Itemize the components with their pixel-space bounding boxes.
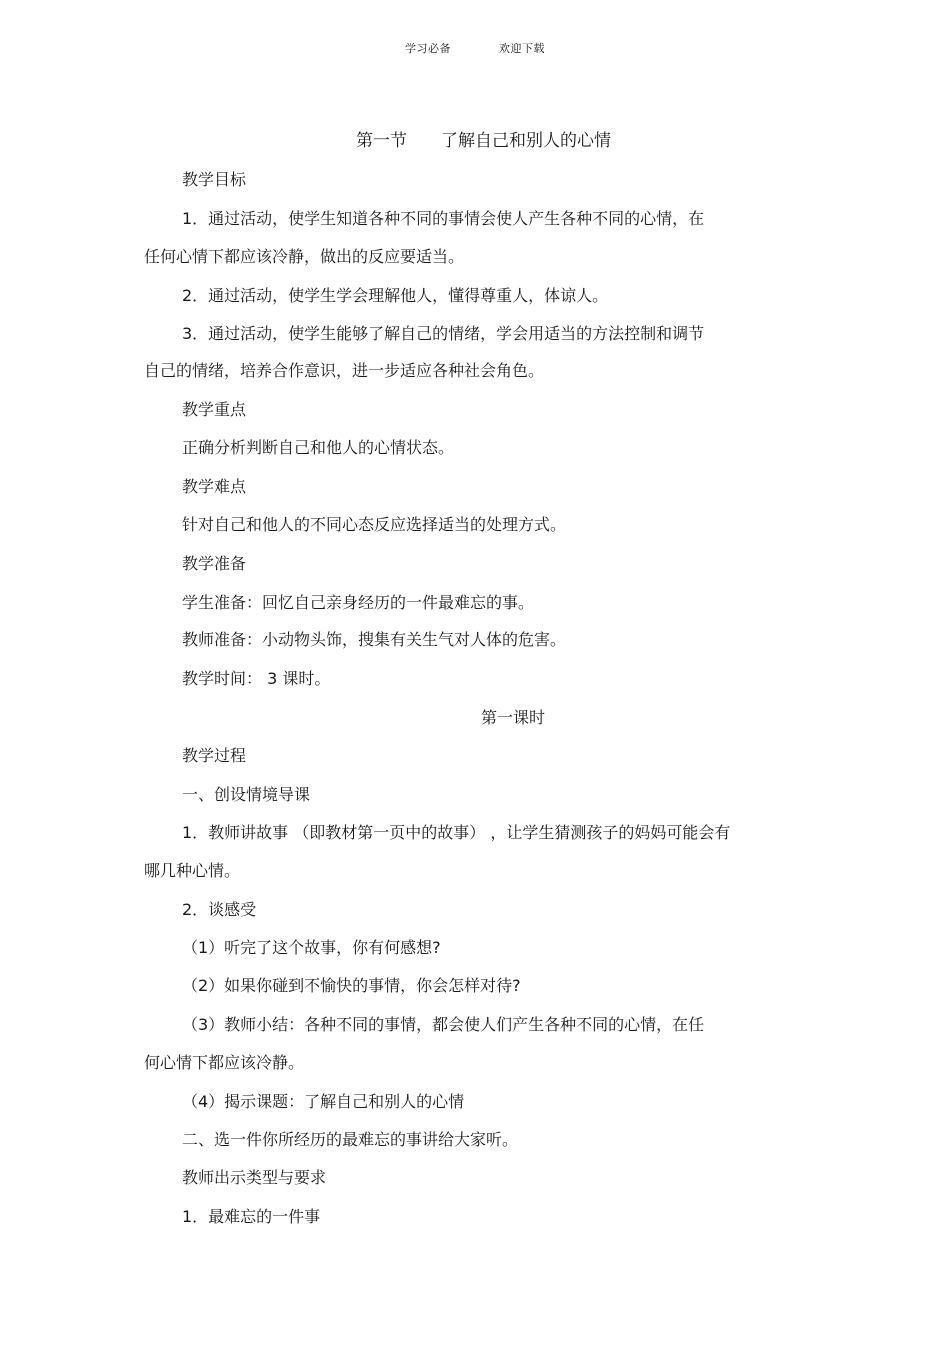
paragraph-line: （1）听完了这个故事，你有何感想? bbox=[182, 938, 441, 957]
paragraph-line: 哪几种心情。 bbox=[144, 861, 241, 880]
heading-process: 教学过程 bbox=[182, 746, 247, 765]
paragraph-line: 自己的情绪，培养合作意识，进一步适应各种社会角色。 bbox=[144, 361, 545, 380]
page-header bbox=[0, 40, 950, 56]
paragraph-line: 教师准备：小动物头饰，搜集有关生气对人体的危害。 bbox=[182, 630, 567, 649]
header-right-text: 欢迎下载 bbox=[499, 42, 545, 55]
heading-key-points: 教学重点 bbox=[182, 400, 247, 419]
paragraph-line: 教师出示类型与要求 bbox=[182, 1168, 327, 1187]
header-left-text: 学习必备 bbox=[405, 42, 451, 55]
heading-difficulties: 教学难点 bbox=[182, 477, 247, 496]
paragraph-line: 1．通过活动，使学生知道各种不同的事情会使人产生各种不同的心情，在 bbox=[182, 209, 705, 228]
section-title bbox=[356, 131, 611, 151]
paragraph-line: 二、选一件你所经历的最难忘的事讲给大家听。 bbox=[182, 1130, 519, 1149]
paragraph-line: 3．通过活动，使学生能够了解自己的情绪，学会用适当的方法控制和调节 bbox=[182, 324, 705, 343]
paragraph-line: 任何心情下都应该冷静，做出的反应要适当。 bbox=[144, 247, 465, 266]
paragraph-line: 1．最难忘的一件事 bbox=[182, 1207, 321, 1226]
paragraph-line: 正确分析判断自己和他人的心情状态。 bbox=[182, 438, 455, 457]
paragraph-line: 学生准备：回忆自己亲身经历的一件最难忘的事。 bbox=[182, 593, 535, 612]
paragraph-line: 何心情下都应该冷静。 bbox=[144, 1053, 305, 1072]
paragraph-line: （3）教师小结：各种不同的事情，都会使人们产生各种不同的心情，在任 bbox=[182, 1015, 705, 1034]
paragraph-line: （2）如果你碰到不愉快的事情，你会怎样对待? bbox=[182, 976, 521, 995]
paragraph-line: 2．谈感受 bbox=[182, 900, 257, 919]
paragraph-line: 2．通过活动，使学生学会理解他人，懂得尊重人，体谅人。 bbox=[182, 286, 609, 305]
paragraph-line: 1．教师讲故事 （即教材第一页中的故事） ，让学生猜测孩子的妈妈可能会有 bbox=[182, 823, 731, 842]
paragraph-line: 一、创设情境导课 bbox=[182, 785, 311, 804]
lesson-title: 第一课时 bbox=[481, 708, 546, 727]
heading-preparation: 教学准备 bbox=[182, 554, 247, 573]
section-number: 第一节 bbox=[356, 131, 407, 151]
section-name: 了解自己和别人的心情 bbox=[441, 131, 611, 151]
paragraph-line: 教学时间： 3 课时。 bbox=[182, 669, 331, 688]
paragraph-line: 针对自己和他人的不同心态反应选择适当的处理方式。 bbox=[182, 515, 567, 534]
paragraph-line: （4）揭示课题：了解自己和别人的心情 bbox=[182, 1092, 465, 1111]
heading-objectives: 教学目标 bbox=[182, 170, 247, 189]
